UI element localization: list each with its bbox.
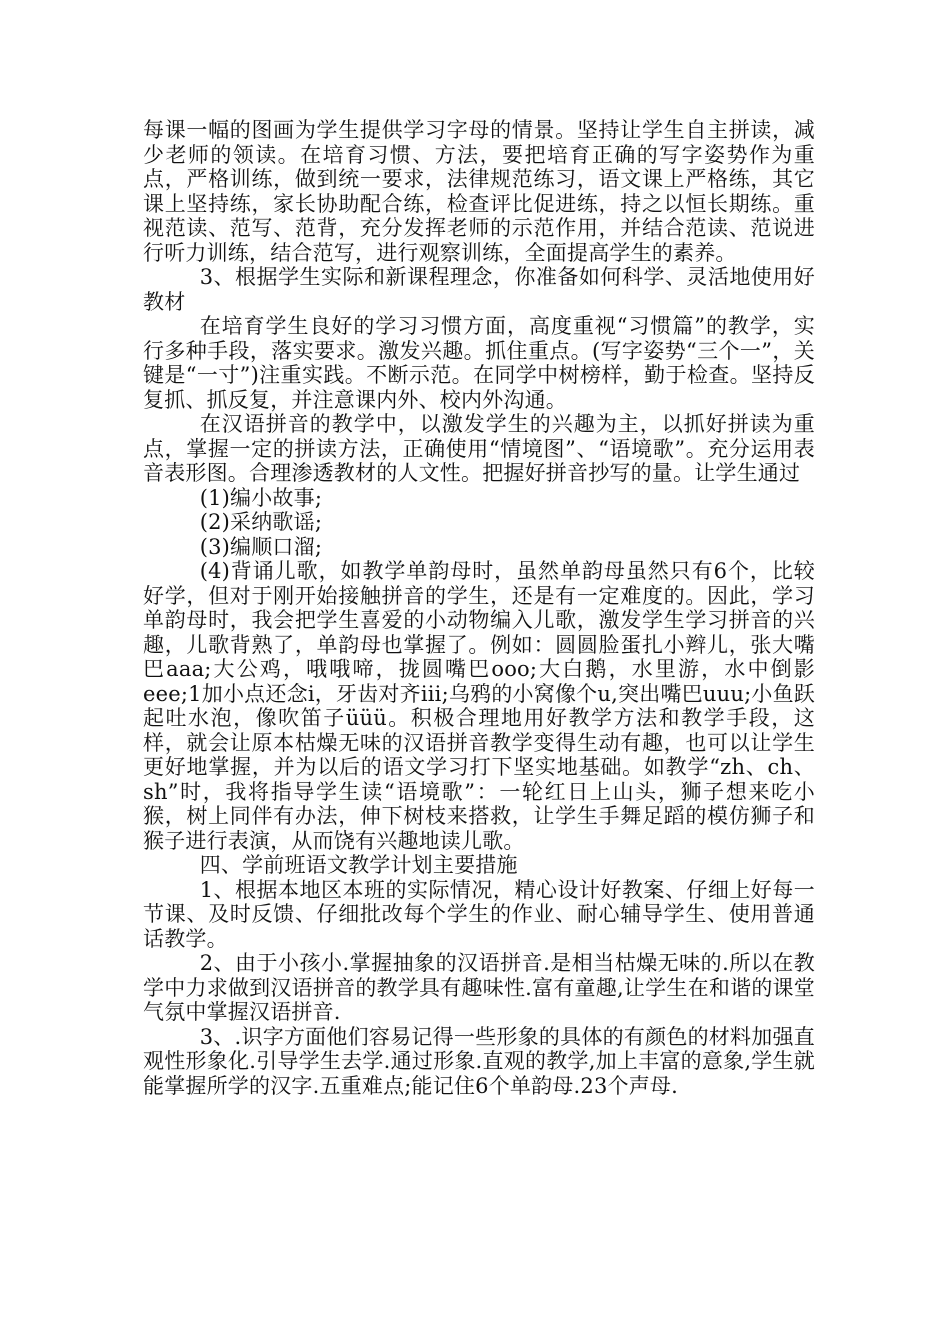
list-item-2: (2)采纳歌谣;: [199, 510, 323, 534]
paragraph-pinyin: 在汉语拼音的教学中，以激发学生的兴趣为主，以抓好拼读为重点，掌握一定的拼读方法，正确使用“情境图”、“语境歌”。充分运用表音表形图。合理渗透教材的人文性。把握好拼音抄写的量。让学生通过: [143, 412, 815, 485]
list-item-3: (3)编顺口溜;: [199, 534, 323, 559]
measure-3: 3、.识字方面他们容易记得一些形象的具体的有颜色的材料加强直观性形象化.引导学生去学.通过形象.直观的教学,加上丰富的意象,学生就能掌握所学的汉字.五重难点;能记住6个单韵母.23个声母.: [143, 1024, 815, 1098]
paragraph-heading-3: 3、根据学生实际和新课程理念，你准备如何科学、灵活地使用好教材: [143, 265, 815, 314]
list-item-4: (4)背诵儿歌，如教学单韵母时，虽然单韵母虽然只有6个，比较好学，但对于刚开始接触拼音的学生，还是有一定难度的。因此，学习单韵母时，我会把学生喜爱的小动物编入儿歌，激发学生学习拼音的兴趣，儿歌背熟了，单韵母也掌握了。例如：圆圆脸蛋扎小辫儿，张大嘴巴aaa;大公鸡，哦哦啼，拢圆嘴巴ooo;大白鹅，水里游，水中倒影eee;1加小点还念i，牙齿对齐iii;乌鸦的小窝像个u,突出嘴巴uuu;小鱼跃起吐水泡，像吹笛子üüü。积极合理地用好教学方法和教学手段，这样，就会让原本枯燥无味的汉语拼音教学变得生动有趣，也可以让学生更好地掌握，并为以后的语文学习打下坚实地基础。如教学“zh、ch、sh”时，我将指导学生读“语境歌”：一轮红日上山头，狮子想来吃小猴，树上同伴有办法，伸下树枝来搭救，让学生手舞足蹈的模仿狮子和猴子进行表演，从而饶有兴趣地读儿歌。: [143, 559, 815, 853]
measure-2: 2、由于小孩小.掌握抽象的汉语拼音.是相当枯燥无味的.所以在教学中力求做到汉语拼音的教学具有趣味性.富有童趣,让学生在和谐的课堂气氛中掌握汉语拼音.: [143, 951, 815, 1024]
list-item-1: (1)编小故事;: [199, 485, 323, 510]
paragraph-habits: 在培育学生良好的学习习惯方面，高度重视“习惯篇”的教学，实行多种手段，落实要求。激发兴趣。抓住重点。(写字姿势“三个一”，关键是“一寸”)注重实践。不断示范。在同学中树榜样，勤于检查。坚持反复抓、抓反复，并注意课内外、校内外沟通。: [143, 314, 815, 412]
section-heading-4: 四、学前班语文教学计划主要措施: [199, 853, 518, 877]
paragraph-intro: 每课一幅的图画为学生提供学习字母的情景。坚持让学生自主拼读，减少老师的领读。在培育习惯、方法，要把培育正确的写字姿势作为重点，严格训练，做到统一要求，法律规范练习，语文课上严格练，其它课上坚持练，家长协助配合练，检查评比促进练，持之以恒长期练。重视范读、范写、范背，充分发挥老师的示范作用，并结合范读、范说进行听力训练，结合范写，进行观察训练，全面提高学生的素养。: [143, 118, 815, 265]
measure-1: 1、根据本地区本班的实际情况，精心设计好教案、仔细上好每一节课、及时反馈、仔细批改每个学生的作业、耐心辅导学生、使用普通话教学。: [143, 877, 815, 951]
document-body: [143, 118, 815, 1098]
